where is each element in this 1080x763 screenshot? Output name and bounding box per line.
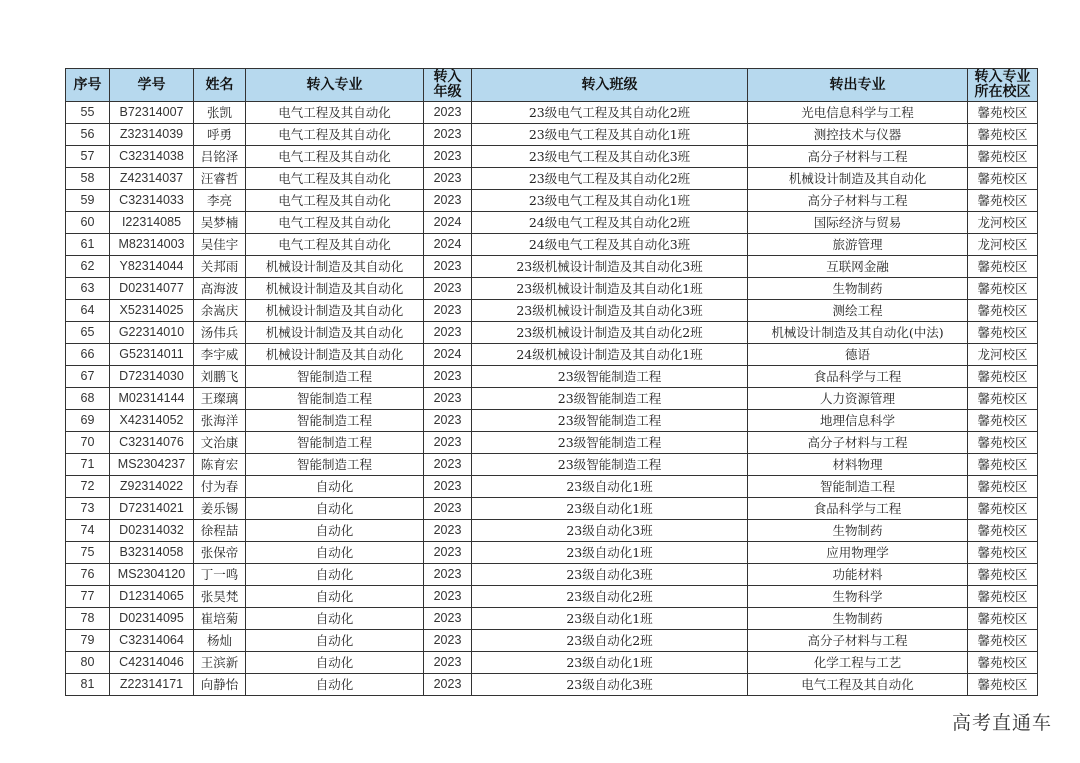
table-row [66, 300, 1038, 322]
cell-from-major: 高分子材料与工程 [748, 630, 968, 652]
cell-campus: 馨苑校区 [968, 366, 1038, 388]
cell-year: 2023 [424, 322, 472, 344]
cell-seq: 78 [66, 608, 110, 630]
cell-student-id: D12314065 [110, 586, 194, 608]
cell-seq: 71 [66, 454, 110, 476]
cell-seq: 62 [66, 256, 110, 278]
cell-seq: 69 [66, 410, 110, 432]
cell-from-major: 食品科学与工程 [748, 366, 968, 388]
table-row [66, 410, 1038, 432]
cell-to-major: 智能制造工程 [246, 366, 424, 388]
cell-seq: 61 [66, 234, 110, 256]
cell-from-major: 测绘工程 [748, 300, 968, 322]
cell-campus: 馨苑校区 [968, 278, 1038, 300]
cell-name: 吴梦楠 [194, 212, 246, 234]
cell-year: 2023 [424, 410, 472, 432]
cell-to-class: 23级电气工程及其自动化3班 [472, 146, 748, 168]
table-row [66, 454, 1038, 476]
cell-from-major: 化学工程与工艺 [748, 652, 968, 674]
cell-to-major: 机械设计制造及其自动化 [246, 278, 424, 300]
cell-from-major: 食品科学与工程 [748, 498, 968, 520]
table-row [66, 322, 1038, 344]
cell-campus: 龙河校区 [968, 212, 1038, 234]
cell-to-class: 24级机械设计制造及其自动化1班 [472, 344, 748, 366]
cell-from-major: 人力资源管理 [748, 388, 968, 410]
cell-student-id: C42314046 [110, 652, 194, 674]
table-body [66, 102, 1038, 696]
cell-to-major: 机械设计制造及其自动化 [246, 322, 424, 344]
table-row [66, 520, 1038, 542]
cell-to-major: 电气工程及其自动化 [246, 190, 424, 212]
cell-seq: 68 [66, 388, 110, 410]
table-row [66, 234, 1038, 256]
cell-student-id: C32314033 [110, 190, 194, 212]
cell-year: 2023 [424, 498, 472, 520]
table-header-row [66, 69, 1038, 102]
cell-year: 2023 [424, 630, 472, 652]
cell-campus: 馨苑校区 [968, 542, 1038, 564]
cell-student-id: X42314052 [110, 410, 194, 432]
cell-from-major: 光电信息科学与工程 [748, 102, 968, 124]
cell-student-id: Z42314037 [110, 168, 194, 190]
table-row [66, 674, 1038, 696]
cell-from-major: 生物科学 [748, 586, 968, 608]
header-to-major: 转入专业 [246, 69, 424, 102]
cell-campus: 馨苑校区 [968, 520, 1038, 542]
table-row [66, 564, 1038, 586]
cell-from-major: 高分子材料与工程 [748, 432, 968, 454]
cell-to-class: 23级自动化1班 [472, 542, 748, 564]
cell-year: 2023 [424, 542, 472, 564]
cell-to-class: 23级自动化3班 [472, 564, 748, 586]
header-year-line2: 年级 [433, 84, 462, 100]
cell-name: 高海波 [194, 278, 246, 300]
cell-from-major: 高分子材料与工程 [748, 146, 968, 168]
cell-name: 王滨新 [194, 652, 246, 674]
cell-seq: 55 [66, 102, 110, 124]
cell-student-id: D02314077 [110, 278, 194, 300]
watermark-text: 高考直通车 [951, 712, 1052, 734]
cell-to-class: 23级电气工程及其自动化1班 [472, 190, 748, 212]
cell-year: 2023 [424, 300, 472, 322]
cell-to-major: 自动化 [246, 476, 424, 498]
header-campus-line2: 所在校区 [974, 84, 1031, 100]
cell-name: 王璨璃 [194, 388, 246, 410]
cell-campus: 馨苑校区 [968, 674, 1038, 696]
cell-seq: 76 [66, 564, 110, 586]
header-campus [968, 69, 1038, 102]
cell-to-major: 机械设计制造及其自动化 [246, 300, 424, 322]
header-seq: 序号 [66, 69, 110, 102]
table-row [66, 586, 1038, 608]
header-from-major: 转出专业 [748, 69, 968, 102]
cell-seq: 80 [66, 652, 110, 674]
cell-name: 崔培菊 [194, 608, 246, 630]
cell-from-major: 生物制药 [748, 608, 968, 630]
cell-to-major: 智能制造工程 [246, 388, 424, 410]
cell-to-major: 智能制造工程 [246, 454, 424, 476]
cell-to-class: 23级机械设计制造及其自动化3班 [472, 300, 748, 322]
cell-to-major: 自动化 [246, 586, 424, 608]
cell-to-major: 自动化 [246, 542, 424, 564]
cell-campus: 龙河校区 [968, 344, 1038, 366]
cell-to-class: 23级机械设计制造及其自动化2班 [472, 322, 748, 344]
table-row [66, 168, 1038, 190]
cell-name: 丁一鸣 [194, 564, 246, 586]
cell-to-major: 电气工程及其自动化 [246, 102, 424, 124]
cell-name: 付为春 [194, 476, 246, 498]
cell-from-major: 国际经济与贸易 [748, 212, 968, 234]
table-row [66, 476, 1038, 498]
cell-year: 2023 [424, 674, 472, 696]
cell-to-class: 23级智能制造工程 [472, 366, 748, 388]
cell-year: 2023 [424, 146, 472, 168]
table-row [66, 124, 1038, 146]
cell-year: 2023 [424, 190, 472, 212]
cell-student-id: Z32314039 [110, 124, 194, 146]
cell-campus: 馨苑校区 [968, 146, 1038, 168]
cell-name: 文治康 [194, 432, 246, 454]
cell-from-major: 生物制药 [748, 278, 968, 300]
cell-to-class: 24级电气工程及其自动化3班 [472, 234, 748, 256]
cell-seq: 75 [66, 542, 110, 564]
cell-campus: 馨苑校区 [968, 190, 1038, 212]
cell-year: 2024 [424, 212, 472, 234]
cell-to-major: 智能制造工程 [246, 432, 424, 454]
cell-to-class: 23级自动化3班 [472, 520, 748, 542]
cell-seq: 57 [66, 146, 110, 168]
cell-student-id: MS2304237 [110, 454, 194, 476]
cell-seq: 70 [66, 432, 110, 454]
cell-name: 吕铭泽 [194, 146, 246, 168]
header-year-line1: 转入 [433, 69, 462, 85]
cell-year: 2023 [424, 366, 472, 388]
cell-student-id: D72314021 [110, 498, 194, 520]
cell-to-class: 23级智能制造工程 [472, 454, 748, 476]
table-row [66, 102, 1038, 124]
table-row [66, 630, 1038, 652]
cell-name: 汪睿哲 [194, 168, 246, 190]
cell-seq: 59 [66, 190, 110, 212]
cell-year: 2024 [424, 234, 472, 256]
cell-student-id: C32314064 [110, 630, 194, 652]
cell-student-id: M02314144 [110, 388, 194, 410]
cell-to-major: 自动化 [246, 652, 424, 674]
cell-campus: 馨苑校区 [968, 432, 1038, 454]
table-row [66, 344, 1038, 366]
cell-student-id: I22314085 [110, 212, 194, 234]
cell-year: 2023 [424, 168, 472, 190]
cell-to-class: 23级自动化1班 [472, 498, 748, 520]
cell-from-major: 地理信息科学 [748, 410, 968, 432]
table-row [66, 146, 1038, 168]
cell-student-id: C32314038 [110, 146, 194, 168]
cell-student-id: M82314003 [110, 234, 194, 256]
cell-student-id: X52314025 [110, 300, 194, 322]
cell-campus: 馨苑校区 [968, 322, 1038, 344]
cell-student-id: D02314032 [110, 520, 194, 542]
cell-campus: 馨苑校区 [968, 388, 1038, 410]
cell-name: 向静怡 [194, 674, 246, 696]
cell-name: 呼勇 [194, 124, 246, 146]
table-row [66, 652, 1038, 674]
cell-year: 2023 [424, 520, 472, 542]
table-row [66, 366, 1038, 388]
cell-from-major: 应用物理学 [748, 542, 968, 564]
cell-student-id: B32314058 [110, 542, 194, 564]
header-student-id: 学号 [110, 69, 194, 102]
cell-student-id: G52314011 [110, 344, 194, 366]
cell-from-major: 互联网金融 [748, 256, 968, 278]
cell-to-class: 23级自动化3班 [472, 674, 748, 696]
cell-seq: 58 [66, 168, 110, 190]
cell-to-class: 23级自动化1班 [472, 476, 748, 498]
cell-campus: 馨苑校区 [968, 124, 1038, 146]
cell-name: 张海洋 [194, 410, 246, 432]
cell-year: 2023 [424, 388, 472, 410]
cell-name: 汤伟兵 [194, 322, 246, 344]
cell-seq: 79 [66, 630, 110, 652]
header-campus-line1: 转入专业 [974, 69, 1031, 85]
cell-campus: 馨苑校区 [968, 410, 1038, 432]
cell-year: 2023 [424, 564, 472, 586]
cell-year: 2024 [424, 344, 472, 366]
cell-name: 李亮 [194, 190, 246, 212]
cell-seq: 66 [66, 344, 110, 366]
cell-to-class: 23级自动化1班 [472, 652, 748, 674]
cell-year: 2023 [424, 124, 472, 146]
cell-seq: 74 [66, 520, 110, 542]
cell-student-id: G22314010 [110, 322, 194, 344]
cell-seq: 64 [66, 300, 110, 322]
cell-name: 张凯 [194, 102, 246, 124]
header-name: 姓名 [194, 69, 246, 102]
cell-campus: 馨苑校区 [968, 630, 1038, 652]
table-row [66, 542, 1038, 564]
cell-to-class: 23级自动化1班 [472, 608, 748, 630]
cell-student-id: Z22314171 [110, 674, 194, 696]
cell-to-major: 电气工程及其自动化 [246, 146, 424, 168]
cell-to-class: 23级智能制造工程 [472, 388, 748, 410]
cell-campus: 馨苑校区 [968, 498, 1038, 520]
cell-to-class: 23级机械设计制造及其自动化1班 [472, 278, 748, 300]
cell-to-class: 23级电气工程及其自动化2班 [472, 168, 748, 190]
cell-to-major: 电气工程及其自动化 [246, 234, 424, 256]
cell-campus: 馨苑校区 [968, 256, 1038, 278]
cell-to-major: 机械设计制造及其自动化 [246, 256, 424, 278]
cell-to-major: 自动化 [246, 520, 424, 542]
cell-to-major: 智能制造工程 [246, 410, 424, 432]
cell-name: 张保帝 [194, 542, 246, 564]
cell-campus: 馨苑校区 [968, 476, 1038, 498]
cell-seq: 65 [66, 322, 110, 344]
cell-campus: 馨苑校区 [968, 564, 1038, 586]
cell-from-major: 高分子材料与工程 [748, 190, 968, 212]
cell-from-major: 智能制造工程 [748, 476, 968, 498]
table-row [66, 278, 1038, 300]
cell-from-major: 机械设计制造及其自动化(中法) [748, 322, 968, 344]
cell-seq: 73 [66, 498, 110, 520]
table-row [66, 256, 1038, 278]
cell-campus: 馨苑校区 [968, 102, 1038, 124]
cell-student-id: MS2304120 [110, 564, 194, 586]
cell-from-major: 旅游管理 [748, 234, 968, 256]
cell-name: 姜乐锡 [194, 498, 246, 520]
cell-seq: 81 [66, 674, 110, 696]
cell-name: 吴佳宇 [194, 234, 246, 256]
cell-year: 2023 [424, 432, 472, 454]
cell-campus: 馨苑校区 [968, 608, 1038, 630]
cell-to-class: 23级自动化2班 [472, 586, 748, 608]
cell-from-major: 生物制药 [748, 520, 968, 542]
cell-year: 2023 [424, 476, 472, 498]
table-row [66, 432, 1038, 454]
cell-campus: 馨苑校区 [968, 168, 1038, 190]
cell-name: 李宇威 [194, 344, 246, 366]
cell-to-major: 电气工程及其自动化 [246, 168, 424, 190]
cell-campus: 馨苑校区 [968, 652, 1038, 674]
cell-to-major: 自动化 [246, 674, 424, 696]
cell-name: 张昊梵 [194, 586, 246, 608]
transfer-roster-table [65, 68, 1038, 696]
cell-to-major: 电气工程及其自动化 [246, 124, 424, 146]
cell-year: 2023 [424, 454, 472, 476]
cell-student-id: Y82314044 [110, 256, 194, 278]
cell-from-major: 功能材料 [748, 564, 968, 586]
cell-student-id: C32314076 [110, 432, 194, 454]
cell-to-major: 机械设计制造及其自动化 [246, 344, 424, 366]
cell-to-class: 24级电气工程及其自动化2班 [472, 212, 748, 234]
cell-to-class: 23级自动化2班 [472, 630, 748, 652]
cell-seq: 56 [66, 124, 110, 146]
cell-campus: 馨苑校区 [968, 454, 1038, 476]
cell-seq: 77 [66, 586, 110, 608]
cell-from-major: 德语 [748, 344, 968, 366]
cell-student-id: B72314007 [110, 102, 194, 124]
cell-seq: 60 [66, 212, 110, 234]
cell-name: 徐程喆 [194, 520, 246, 542]
cell-to-major: 自动化 [246, 630, 424, 652]
cell-to-class: 23级电气工程及其自动化1班 [472, 124, 748, 146]
cell-year: 2023 [424, 278, 472, 300]
cell-name: 杨灿 [194, 630, 246, 652]
cell-year: 2023 [424, 586, 472, 608]
cell-name: 余嵩庆 [194, 300, 246, 322]
cell-student-id: Z92314022 [110, 476, 194, 498]
cell-to-major: 自动化 [246, 608, 424, 630]
cell-year: 2023 [424, 256, 472, 278]
cell-to-major: 电气工程及其自动化 [246, 212, 424, 234]
cell-campus: 馨苑校区 [968, 300, 1038, 322]
table-row [66, 608, 1038, 630]
header-year [424, 69, 472, 102]
cell-seq: 72 [66, 476, 110, 498]
cell-student-id: D02314095 [110, 608, 194, 630]
cell-to-class: 23级电气工程及其自动化2班 [472, 102, 748, 124]
cell-seq: 67 [66, 366, 110, 388]
cell-campus: 馨苑校区 [968, 586, 1038, 608]
cell-student-id: D72314030 [110, 366, 194, 388]
cell-to-class: 23级机械设计制造及其自动化3班 [472, 256, 748, 278]
header-to-class: 转入班级 [472, 69, 748, 102]
cell-to-major: 自动化 [246, 564, 424, 586]
cell-year: 2023 [424, 652, 472, 674]
cell-from-major: 测控技术与仪器 [748, 124, 968, 146]
cell-from-major: 材料物理 [748, 454, 968, 476]
table-row [66, 212, 1038, 234]
cell-name: 刘鹏飞 [194, 366, 246, 388]
cell-year: 2023 [424, 608, 472, 630]
cell-seq: 63 [66, 278, 110, 300]
cell-to-class: 23级智能制造工程 [472, 432, 748, 454]
cell-campus: 龙河校区 [968, 234, 1038, 256]
cell-name: 陈育宏 [194, 454, 246, 476]
table-row [66, 498, 1038, 520]
table-row [66, 388, 1038, 410]
cell-from-major: 机械设计制造及其自动化 [748, 168, 968, 190]
cell-to-class: 23级智能制造工程 [472, 410, 748, 432]
table-row [66, 190, 1038, 212]
cell-from-major: 电气工程及其自动化 [748, 674, 968, 696]
cell-year: 2023 [424, 102, 472, 124]
cell-to-major: 自动化 [246, 498, 424, 520]
cell-name: 关邦雨 [194, 256, 246, 278]
